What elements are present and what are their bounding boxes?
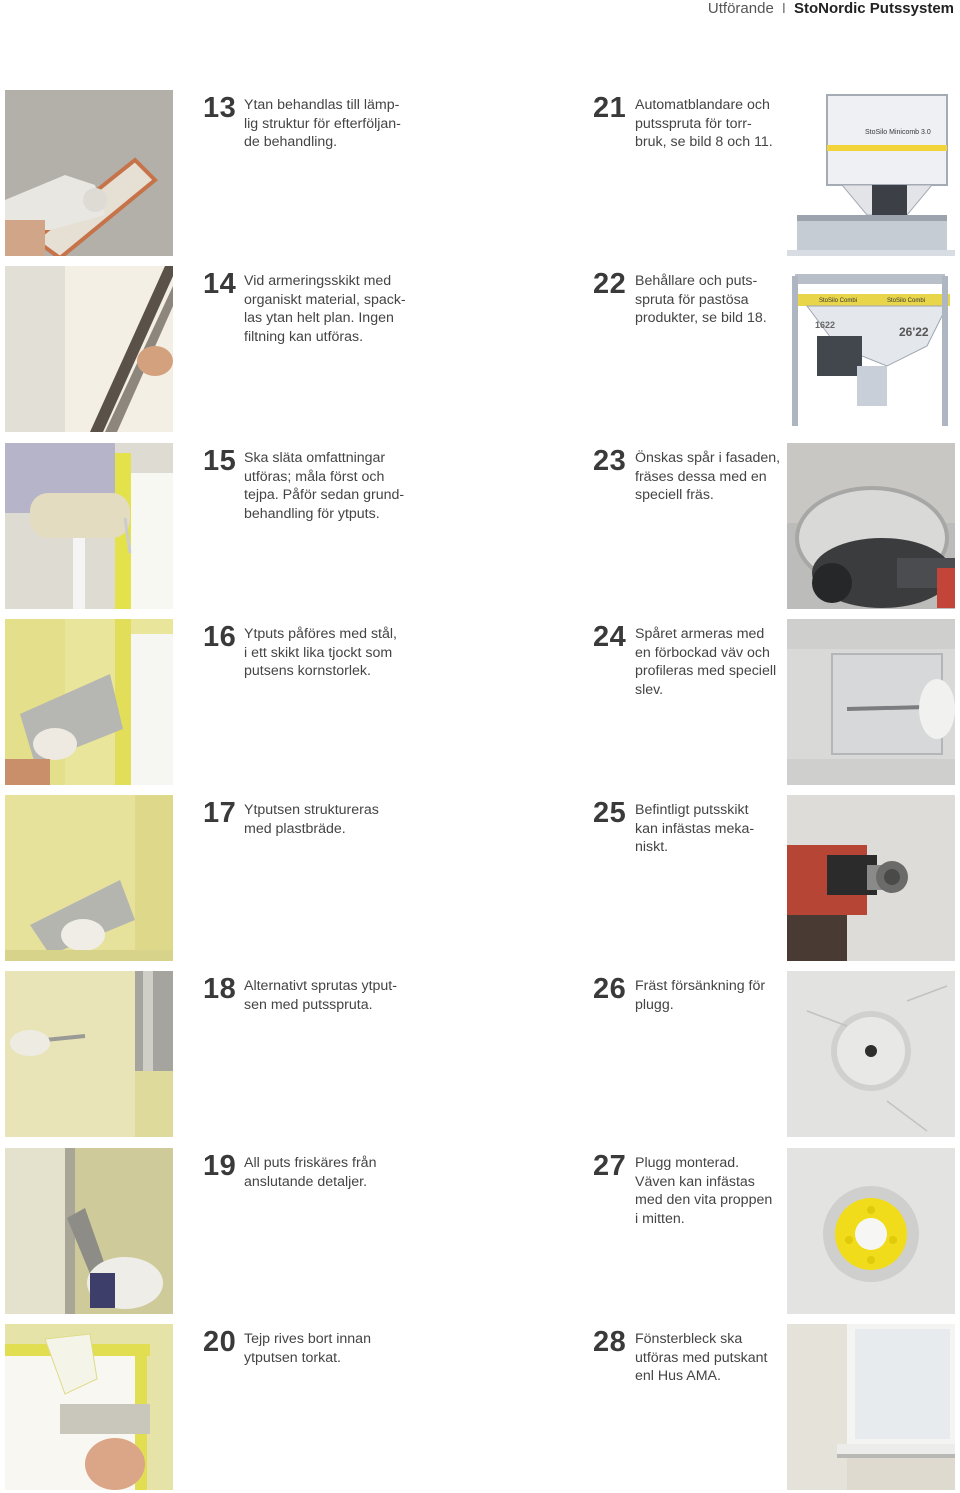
step-13 bbox=[0, 90, 480, 258]
step-number: 28 bbox=[593, 1326, 627, 1358]
step-number: 21 bbox=[593, 92, 627, 124]
step-description: Alternativt sprutas ytput- sen med putsspruta. bbox=[244, 978, 397, 1013]
step-number: 19 bbox=[203, 1150, 237, 1182]
step-19-photo bbox=[5, 1148, 173, 1314]
step-20-photo bbox=[5, 1324, 173, 1490]
step-21 bbox=[480, 90, 960, 258]
step-number: 26 bbox=[593, 973, 627, 1005]
step-description: Ytan behandlas till lämp- lig struktur för efterföljan- de behandling. bbox=[244, 97, 401, 151]
step-22 bbox=[480, 266, 960, 434]
step-number: 20 bbox=[203, 1326, 237, 1358]
machine-label-right: StoSilo Combi bbox=[887, 298, 926, 304]
page-header bbox=[708, 0, 954, 17]
step-number: 13 bbox=[203, 92, 237, 124]
step-number: 27 bbox=[593, 1150, 627, 1182]
step-15-photo bbox=[5, 443, 173, 609]
machine-label: StoSilo Minicomb 3.0 bbox=[865, 129, 931, 136]
section-title: Utförande bbox=[707, 0, 774, 17]
step-14 bbox=[0, 266, 480, 434]
step-description: Vid armeringsskikt med organiskt material, spack- las ytan helt plan. Ingen filtning kan utföras. bbox=[244, 273, 406, 345]
step-17-photo bbox=[5, 795, 173, 961]
step-description: Ska släta omfattningar utföras; måla först och tejpa. Påför sedan grund- behandling för ytputs. bbox=[244, 450, 405, 522]
step-description: Ytputs påföres med stål, i ett skikt lika tjockt som putsens kornstorlek. bbox=[244, 626, 397, 680]
step-description: Önskas spår i fasaden, fräses dessa med en speciell fräs. bbox=[635, 450, 781, 504]
step-description: Fräst försänkning för plugg. bbox=[635, 978, 766, 1013]
step-number: 25 bbox=[593, 797, 627, 829]
step-23 bbox=[480, 443, 960, 611]
step-number: 22 bbox=[593, 268, 627, 300]
step-26 bbox=[480, 971, 960, 1139]
machine-model-left: 1622 bbox=[815, 320, 836, 330]
step-20 bbox=[0, 1324, 480, 1492]
header-separator: I bbox=[781, 0, 786, 17]
step-description: Ytputsen struktureras med plastbräde. bbox=[244, 802, 379, 837]
step-number: 24 bbox=[593, 621, 627, 653]
step-17 bbox=[0, 795, 480, 963]
step-number: 23 bbox=[593, 445, 627, 477]
step-description: Spåret armeras med en förbockad väv och profileras med speciell slev. bbox=[635, 626, 777, 698]
step-description: Tejp rives bort innan ytputsen torkat. bbox=[244, 1331, 371, 1366]
step-25 bbox=[480, 795, 960, 963]
machine-label-left: StoSilo Combi bbox=[819, 298, 858, 304]
step-15 bbox=[0, 443, 480, 611]
step-number: 16 bbox=[203, 621, 237, 653]
step-description: Befintligt putsskikt kan infästas meka- niskt. bbox=[635, 802, 755, 856]
step-19 bbox=[0, 1148, 480, 1316]
step-number: 14 bbox=[203, 268, 237, 300]
step-13-photo bbox=[5, 90, 173, 256]
step-description: Fönsterbleck ska utföras med putskant enl Hus AMA. bbox=[635, 1331, 768, 1385]
step-16-photo bbox=[5, 619, 173, 785]
step-24 bbox=[480, 619, 960, 787]
step-description: Automatblandare och putsspruta för torr- bruk, se bild 8 och 11. bbox=[635, 97, 773, 151]
step-28 bbox=[480, 1324, 960, 1492]
step-description: Plugg monterad. Väven kan infästas med den vita proppen i mitten. bbox=[635, 1155, 773, 1227]
step-number: 17 bbox=[203, 797, 237, 829]
step-number: 18 bbox=[203, 973, 237, 1005]
step-18-photo bbox=[5, 971, 173, 1137]
step-27 bbox=[480, 1148, 960, 1316]
step-18 bbox=[0, 971, 480, 1139]
step-14-photo bbox=[5, 266, 173, 432]
step-number: 15 bbox=[203, 445, 237, 477]
step-description: All puts friskäres från anslutande detaljer. bbox=[244, 1155, 377, 1190]
step-16 bbox=[0, 619, 480, 787]
machine-model: 26'22 bbox=[899, 325, 929, 339]
brand-title: StoNordic Putssystem bbox=[793, 0, 954, 17]
step-description: Behållare och puts- spruta för pastösa produkter, se bild 18. bbox=[635, 273, 767, 327]
